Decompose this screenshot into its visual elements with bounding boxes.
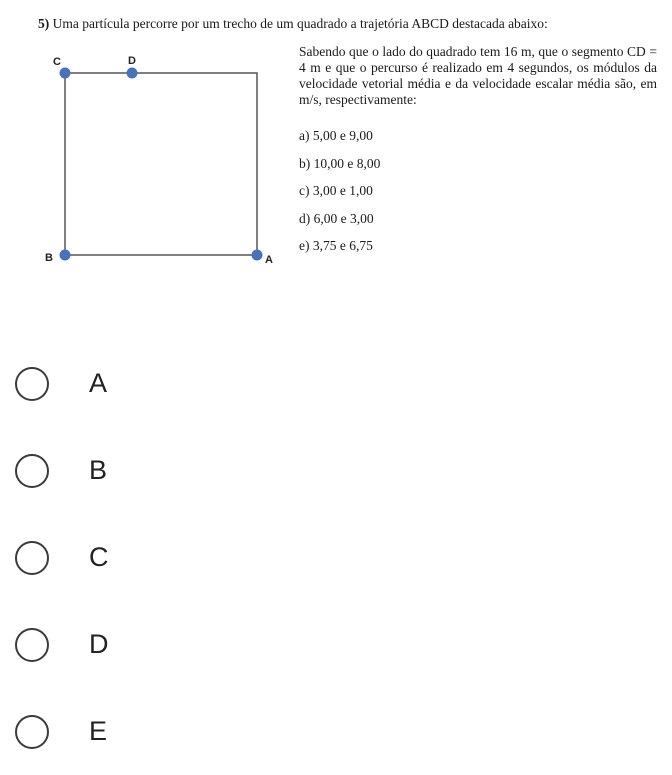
label-c: C (53, 56, 61, 68)
radio-button-d[interactable] (15, 628, 49, 662)
square-outline (65, 73, 257, 255)
option-label-d: D (89, 629, 109, 659)
option-b[interactable] (15, 427, 109, 514)
option-e[interactable] (15, 688, 109, 775)
option-a[interactable] (15, 340, 109, 427)
option-label-c: C (89, 542, 109, 572)
alternative-a: a) 5,00 e 9,00 (299, 128, 373, 143)
option-label-a: A (89, 368, 108, 398)
alternatives-list (299, 128, 380, 266)
alternative-e: e) 3,75 e 6,75 (299, 238, 373, 253)
point-c (60, 68, 71, 79)
point-a (252, 250, 263, 261)
option-d[interactable] (15, 601, 109, 688)
problem-body: Sabendo que o lado do quadrado tem 16 m, que o segmento CD = 4 m e que o percurso é realizado em 4 segundos, os módulos da velocidade vetorial média e da velocidade escalar média são, em m/s, respectivamente: (299, 44, 657, 107)
label-b: B (45, 252, 53, 264)
radio-button-c[interactable] (15, 541, 49, 575)
answer-options (15, 340, 109, 775)
option-c[interactable] (15, 514, 109, 601)
square-trajectory-figure (40, 50, 290, 280)
label-d: D (128, 55, 136, 67)
alternative-b: b) 10,00 e 8,00 (299, 155, 381, 171)
option-label-e: E (89, 716, 108, 746)
point-b (60, 250, 71, 261)
radio-button-a[interactable] (15, 367, 49, 401)
radio-button-e[interactable] (15, 715, 49, 749)
option-label-b: B (89, 455, 108, 485)
question-number: 5) (38, 16, 50, 31)
point-d (127, 68, 138, 79)
question-statement-text: Uma partícula percorre por um trecho de um quadrado a trajetória ABCD destacada abaixo: (52, 16, 548, 31)
label-a: A (265, 254, 273, 266)
question-statement (38, 15, 658, 32)
problem-text (299, 44, 657, 108)
alternative-d: d) 6,00 e 3,00 (299, 210, 374, 226)
radio-button-b[interactable] (15, 454, 49, 488)
alternative-c: c) 3,00 e 1,00 (299, 183, 373, 198)
